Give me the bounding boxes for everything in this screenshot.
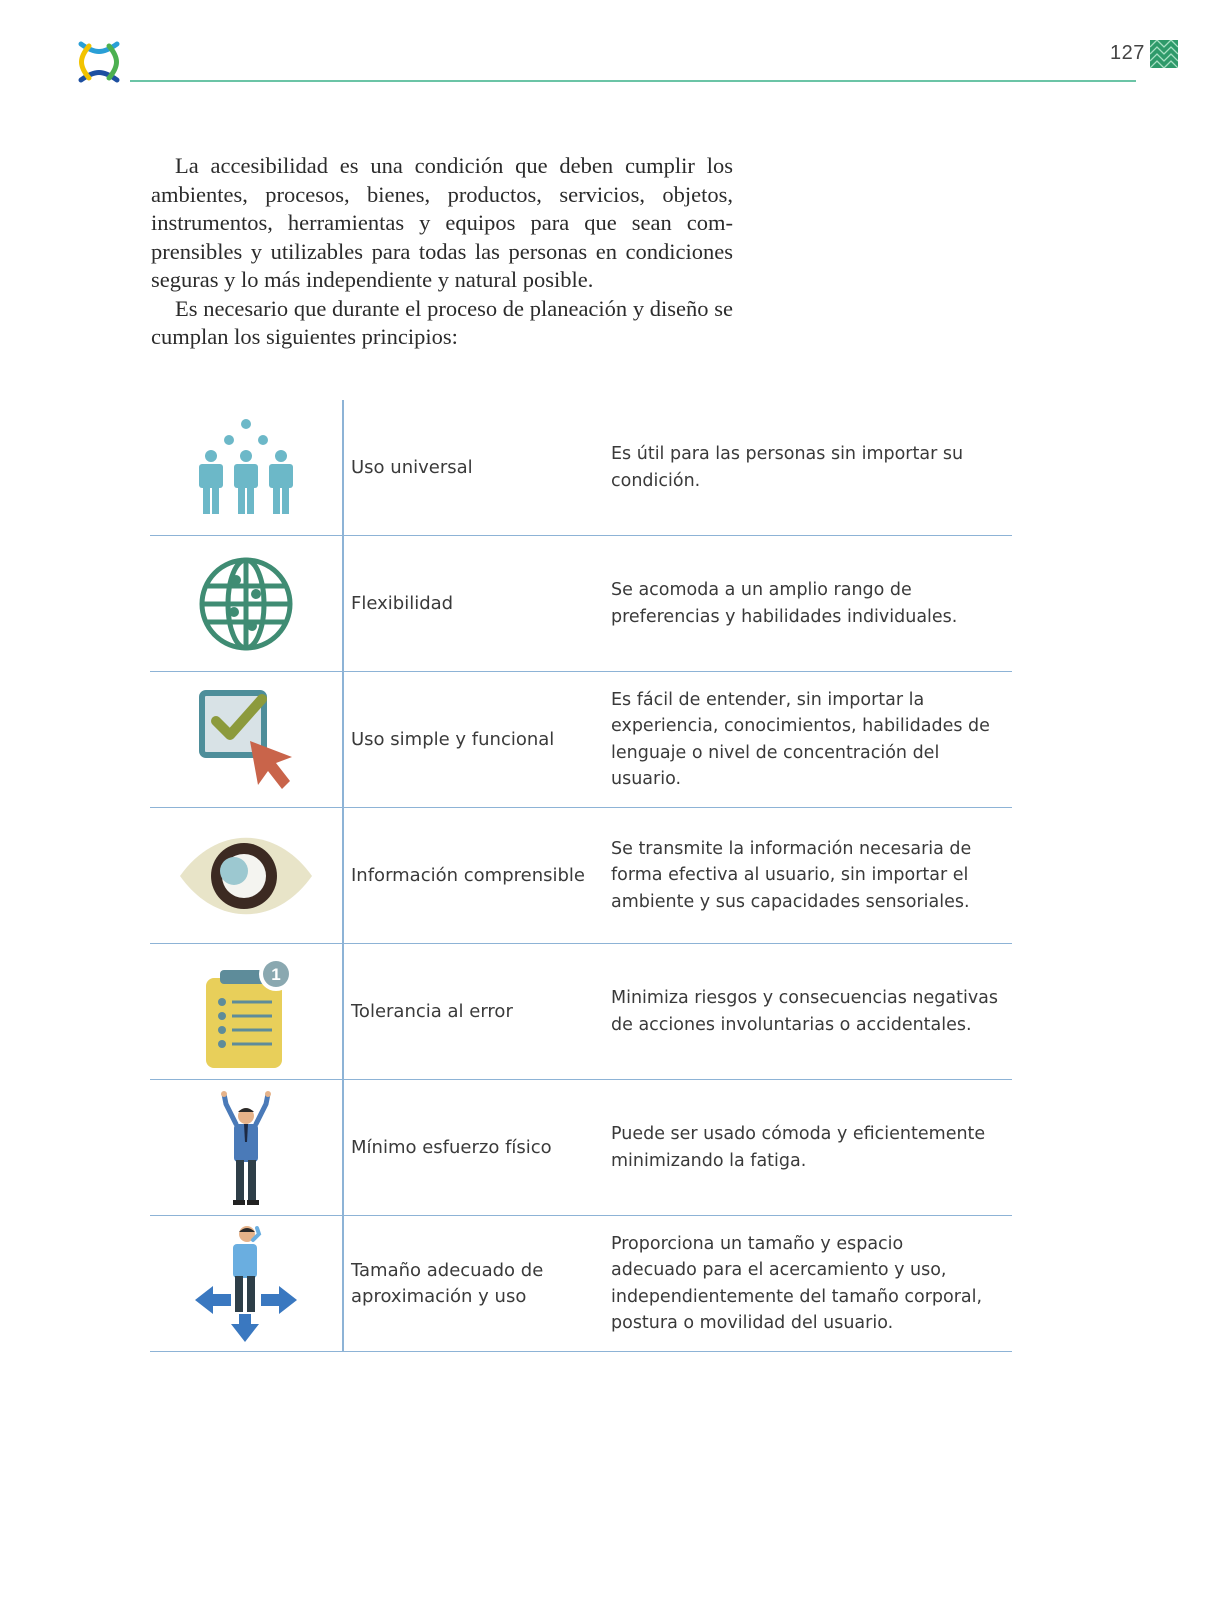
intro-text	[151, 152, 733, 352]
eye-icon	[176, 831, 316, 921]
principle-name: Tamaño adecuado de aproximación y uso	[351, 1259, 544, 1307]
principle-description: Puede ser usado cómoda y eficientemente minimizando la fatiga.	[611, 1124, 986, 1171]
corner-pattern-icon	[1150, 40, 1178, 68]
principle-description: Es útil para las personas sin importar su condición.	[611, 444, 964, 491]
table-row	[150, 536, 1012, 672]
notification-badge: 1	[271, 964, 281, 984]
table-row	[150, 400, 1012, 536]
person-arrows-icon	[191, 1224, 301, 1344]
table-row	[150, 808, 1012, 944]
page-number: 127	[1110, 42, 1145, 64]
globe-icon	[196, 554, 296, 654]
table-row	[150, 1216, 1012, 1352]
intro-paragraph-1: La accesibilidad es una condición que deben cumplir los ambientes, procesos, bienes, productos, servicios, objetos, instrumentos, herramientas y equipos para que sean com-prensibles y utilizables para todas las personas en condiciones seguras y lo más independiente y natural posible.	[151, 153, 733, 292]
intro-paragraph-2: Es necesario que durante el proceso de planeación y diseño se cumplan los siguientes principios:	[151, 295, 733, 349]
header-rule	[130, 80, 1136, 82]
table-row	[150, 672, 1012, 808]
principle-description: Se acomoda a un amplio rango de preferencias y habilidades individuales.	[611, 580, 958, 627]
people-group-icon	[191, 418, 301, 518]
principle-name: Mínimo esfuerzo físico	[351, 1136, 552, 1158]
principle-description: Proporciona un tamaño y espacio adecuado para el acercamiento y uso, independientemente del tamaño corporal, postura o movilidad del usuario.	[611, 1233, 983, 1333]
principle-name: Tolerancia al error	[351, 1000, 513, 1022]
table-row	[150, 944, 1012, 1080]
principle-description: Es fácil de entender, sin importar la experiencia, conocimientos, habilidades de lenguaje o nivel de concentración del usuario.	[611, 689, 990, 789]
checkbox-cursor-icon	[196, 685, 296, 795]
clipboard-notification-icon	[196, 954, 296, 1070]
principle-name: Información comprensible	[351, 864, 585, 886]
table-row	[150, 1080, 1012, 1216]
accessibility-logo-icon	[75, 38, 123, 86]
principle-name: Uso universal	[351, 456, 473, 478]
principle-description: Se transmite la información necesaria de forma efectiva al usuario, sin importar el ambiente y sus capacidades sensoriales.	[611, 838, 972, 912]
principles-table	[150, 400, 1012, 1352]
principle-name: Uso simple y funcional	[351, 728, 555, 750]
principle-name: Flexibilidad	[351, 592, 454, 614]
principle-description: Minimiza riesgos y consecuencias negativas de acciones involuntarias o accidentales.	[611, 988, 999, 1035]
person-arms-raised-icon	[216, 1090, 276, 1206]
